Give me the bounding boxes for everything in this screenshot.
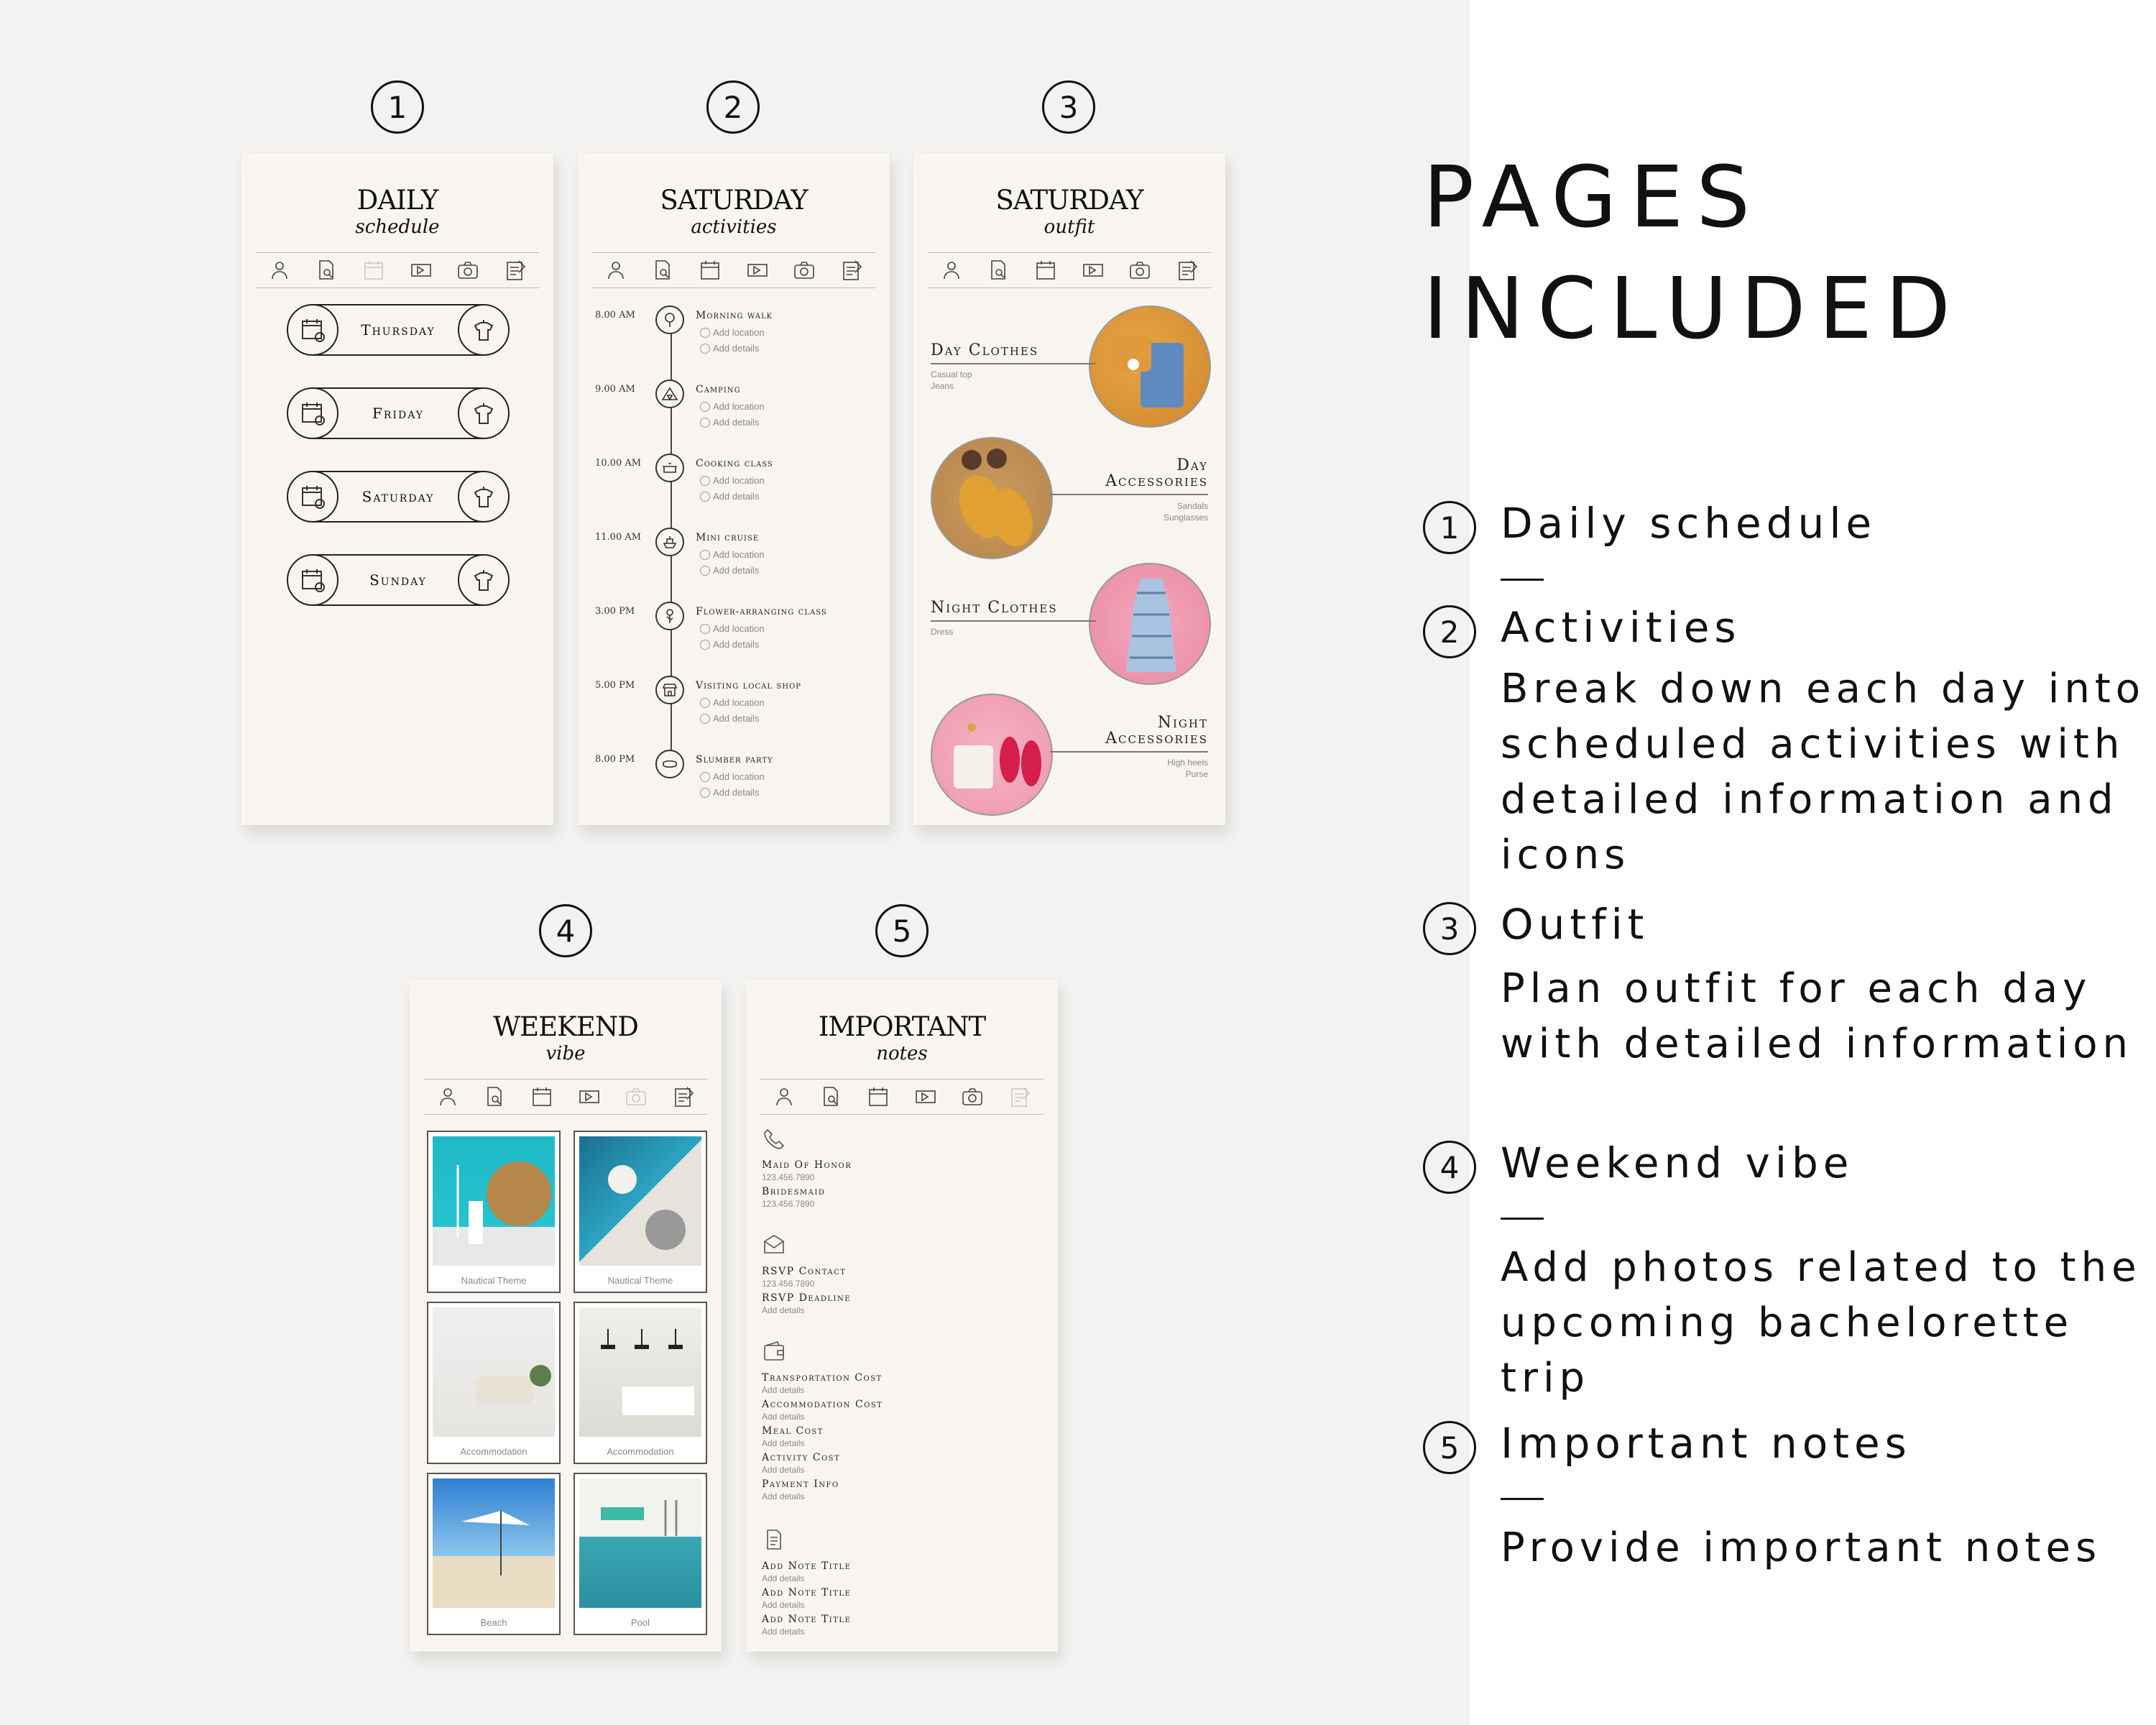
outfit-section-label: Accessories: [1105, 472, 1208, 490]
night-clothes-photo[interactable]: [1089, 563, 1211, 685]
outfit-item: Sandals: [1176, 501, 1208, 511]
page-subtitle: notes: [876, 1043, 928, 1064]
wallet-icon: [762, 1339, 786, 1363]
search-doc-icon[interactable]: [482, 1085, 507, 1109]
outfit-item: Dress: [931, 627, 954, 637]
activity-time: 3.00 PM: [595, 606, 635, 617]
ticket-icon[interactable]: [745, 258, 770, 282]
details-field[interactable]: Add details: [699, 565, 759, 576]
calendar-icon[interactable]: [530, 1085, 554, 1109]
page-number-1: 1: [371, 80, 424, 134]
person-icon[interactable]: [436, 1085, 460, 1109]
vibe-photo-card[interactable]: [427, 1473, 561, 1635]
details-field[interactable]: Add details: [699, 639, 759, 650]
page-subtitle: activities: [691, 216, 777, 238]
outfit-item: Sunglasses: [1163, 512, 1208, 523]
vibe-photo-card[interactable]: [573, 1131, 707, 1293]
calendar-icon[interactable]: [1033, 258, 1058, 282]
camera-icon[interactable]: [1128, 258, 1152, 282]
description-number: 3: [1423, 902, 1476, 955]
activity-item[interactable]: [578, 750, 890, 822]
activity-item[interactable]: [578, 454, 890, 525]
page-title: SATURDAY: [995, 185, 1143, 216]
description-text: Provide important notes: [1501, 1524, 2102, 1571]
page-title: DAILY: [356, 185, 438, 216]
outfit-item: High heels: [1167, 758, 1208, 768]
note-label: Add Note Title: [762, 1560, 852, 1572]
activity-name: Slumber party: [696, 754, 773, 765]
heading-line-2: INCLUDED: [1423, 259, 1963, 358]
photo-caption: Pool: [630, 1617, 650, 1628]
description-text: Add photos related to the upcoming bachelorette trip: [1501, 1244, 2142, 1402]
cooking-pot-icon: [655, 454, 684, 482]
outfit-section-label: Day: [1176, 456, 1208, 474]
description-title: Weekend vibe: [1501, 1138, 1854, 1187]
page-title: WEEKEND: [493, 1011, 638, 1042]
details-field[interactable]: Add details: [699, 491, 759, 502]
activity-name: Cooking class: [696, 458, 773, 469]
note-value[interactable]: Add details: [762, 1385, 805, 1395]
heading-line-1: PAGES: [1423, 147, 1764, 247]
note-value[interactable]: Add details: [762, 1600, 805, 1610]
photo-caption: Nautical Theme: [607, 1275, 673, 1286]
page-number-3: 3: [1042, 80, 1095, 134]
outfit-item: Casual top: [931, 369, 972, 380]
vibe-photo-card[interactable]: [427, 1131, 561, 1293]
description-title: Activities: [1501, 603, 1741, 652]
notes-icon[interactable]: [839, 258, 864, 282]
page-title: IMPORTANT: [818, 1011, 986, 1042]
activity-item[interactable]: [578, 528, 890, 599]
note-label: Maid Of Honor: [762, 1159, 852, 1171]
tab-bar: [424, 1079, 707, 1115]
vibe-photo-card[interactable]: [573, 1302, 707, 1464]
details-field[interactable]: Add details: [699, 787, 759, 798]
note-label: RSVP Contact: [762, 1266, 847, 1277]
day-label: Friday: [372, 405, 424, 422]
description-number: 1: [1423, 501, 1476, 554]
search-doc-icon[interactable]: [314, 258, 338, 282]
vibe-photo-card[interactable]: [427, 1302, 561, 1464]
ticket-icon[interactable]: [577, 1085, 602, 1109]
notes-icon[interactable]: [1175, 258, 1199, 282]
description-title: Outfit: [1501, 900, 1649, 949]
description-number: 2: [1423, 605, 1476, 658]
photo-caption: Beach: [480, 1617, 507, 1628]
notes-icon[interactable]: [503, 258, 528, 282]
search-doc-icon[interactable]: [819, 1085, 843, 1109]
activity-item[interactable]: [578, 305, 890, 377]
description-dash: [1501, 579, 1544, 581]
photo-caption: Nautical Theme: [461, 1275, 527, 1286]
location-field[interactable]: Add location: [699, 475, 765, 486]
day-row-friday[interactable]: [287, 387, 510, 439]
outfit-page: [913, 153, 1225, 825]
outfit-section-label: Night Clothes: [931, 599, 1058, 617]
day-row-thursday[interactable]: [287, 304, 510, 356]
outfit-divider: [1050, 494, 1208, 495]
note-value[interactable]: Add details: [762, 1438, 805, 1448]
description-title: Daily schedule: [1501, 499, 1877, 548]
shop-icon: [655, 676, 684, 704]
note-label: Transportation Cost: [762, 1372, 883, 1384]
day-label: Sunday: [369, 571, 427, 589]
note-value[interactable]: Add details: [762, 1305, 805, 1315]
envelope-icon: [762, 1233, 786, 1257]
description-number: 5: [1423, 1421, 1476, 1474]
activity-time: 5.00 PM: [595, 680, 635, 691]
sleep-mask-icon: [655, 750, 684, 778]
page-number-4: 4: [539, 904, 592, 957]
camera-icon[interactable]: [456, 258, 480, 282]
daily-schedule-page: [241, 153, 553, 825]
location-field[interactable]: Add location: [699, 327, 765, 338]
vibe-photo-card[interactable]: [573, 1473, 707, 1635]
note-value[interactable]: Add details: [762, 1412, 805, 1422]
notes-icon[interactable]: [671, 1085, 696, 1109]
note-value[interactable]: Add details: [762, 1491, 805, 1501]
activity-item[interactable]: [578, 602, 890, 673]
note-label: Bridesmaid: [762, 1186, 826, 1197]
note-value[interactable]: Add details: [762, 1573, 805, 1583]
person-icon[interactable]: [772, 1085, 796, 1109]
note-value[interactable]: 123.456.7890: [762, 1199, 815, 1209]
outfit-section-label: Night: [1157, 714, 1208, 732]
activity-name: Visiting local shop: [696, 680, 801, 691]
photo-caption: Accommodation: [460, 1446, 528, 1457]
note-label: Payment Info: [762, 1478, 839, 1490]
calendar-icon[interactable]: [361, 258, 386, 282]
outfit-item: Purse: [1185, 769, 1208, 779]
tab-bar: [760, 1079, 1044, 1115]
note-label: Meal Cost: [762, 1425, 824, 1437]
note-label: Accommodation Cost: [762, 1399, 883, 1410]
search-doc-icon[interactable]: [986, 258, 1010, 282]
location-field[interactable]: Add location: [699, 697, 765, 708]
tree-icon: [655, 305, 684, 334]
calendar-icon[interactable]: [698, 258, 722, 282]
important-notes-page: [746, 980, 1058, 1652]
note-value[interactable]: 123.456.7890: [762, 1279, 815, 1289]
phone-icon: [762, 1127, 786, 1151]
activity-name: Mini cruise: [696, 532, 760, 543]
note-label: Activity Cost: [762, 1452, 841, 1463]
activity-item[interactable]: [578, 380, 890, 451]
outfit-divider: [931, 620, 1096, 622]
day-label: Saturday: [361, 488, 435, 505]
flower-icon: [655, 602, 684, 630]
tab-bar: [592, 252, 875, 288]
day-label: Thursday: [361, 321, 436, 339]
photo-caption: Accommodation: [607, 1446, 674, 1457]
notes-icon[interactable]: [1008, 1085, 1032, 1109]
outfit-divider: [1050, 751, 1208, 753]
note-label: RSVP Deadline: [762, 1292, 852, 1304]
tent-icon: [655, 380, 684, 408]
page-subtitle: vibe: [545, 1043, 586, 1064]
details-field[interactable]: Add details: [699, 713, 759, 724]
page-subtitle: schedule: [355, 216, 440, 238]
description-text: Plan outfit for each day with detailed information: [1501, 965, 2134, 1067]
search-doc-icon[interactable]: [650, 258, 675, 282]
note-label: Add Note Title: [762, 1587, 852, 1598]
ship-icon: [655, 528, 684, 556]
note-value[interactable]: Add details: [762, 1627, 805, 1637]
outfit-section-label: Day Clothes: [931, 341, 1039, 359]
details-field[interactable]: Add details: [699, 417, 759, 428]
day-row-saturday[interactable]: [287, 471, 510, 523]
person-icon[interactable]: [604, 258, 628, 282]
camera-icon[interactable]: [960, 1085, 985, 1109]
ticket-icon[interactable]: [1081, 258, 1105, 282]
location-field[interactable]: Add location: [699, 549, 765, 560]
weekend-vibe-page: [410, 980, 722, 1652]
activity-time: 9.00 AM: [595, 384, 635, 395]
details-field[interactable]: Add details: [699, 343, 759, 354]
location-field[interactable]: Add location: [699, 771, 765, 782]
note-label: Add Note Title: [762, 1614, 852, 1625]
activity-item[interactable]: [578, 676, 890, 748]
camera-icon[interactable]: [792, 258, 816, 282]
outfit-divider: [931, 363, 1096, 364]
activity-time: 8.00 PM: [595, 754, 635, 765]
day-row-sunday[interactable]: [287, 554, 510, 606]
location-field[interactable]: Add location: [699, 623, 765, 634]
person-icon[interactable]: [939, 258, 964, 282]
ticket-icon[interactable]: [409, 258, 433, 282]
description-text: Break down each day into scheduled activities with detailed information and icons: [1501, 666, 2146, 878]
document-icon: [762, 1527, 786, 1552]
activity-name: Morning walk: [696, 310, 773, 321]
activity-name: Camping: [696, 384, 741, 395]
description-dash: [1501, 1498, 1544, 1500]
activity-time: 10.00 AM: [595, 458, 642, 469]
activity-time: 8.00 AM: [595, 310, 635, 321]
day-clothes-photo[interactable]: [1089, 305, 1211, 428]
ticket-icon[interactable]: [913, 1085, 938, 1109]
activity-time: 11.00 AM: [595, 532, 642, 543]
page-number-2: 2: [706, 80, 760, 134]
calendar-icon[interactable]: [866, 1085, 890, 1109]
camera-icon[interactable]: [624, 1085, 648, 1109]
outfit-item: Jeans: [931, 381, 954, 391]
description-title: Important notes: [1501, 1419, 1912, 1468]
outfit-section-label: Accessories: [1105, 730, 1208, 748]
location-field[interactable]: Add location: [699, 401, 765, 412]
description-number: 4: [1423, 1141, 1476, 1194]
activity-name: Flower-arranging class: [696, 606, 827, 617]
tab-bar: [928, 252, 1211, 288]
page-title: SATURDAY: [660, 185, 808, 216]
activities-page: [578, 153, 890, 825]
note-value[interactable]: Add details: [762, 1465, 805, 1475]
night-accessories-photo[interactable]: [931, 694, 1053, 816]
page-subtitle: outfit: [1044, 216, 1095, 238]
note-value[interactable]: 123.456.7890: [762, 1172, 815, 1182]
page-number-5: 5: [875, 904, 929, 957]
person-icon[interactable]: [267, 258, 292, 282]
tab-bar: [256, 252, 539, 288]
day-accessories-photo[interactable]: [931, 437, 1053, 559]
description-dash: [1501, 1218, 1544, 1220]
